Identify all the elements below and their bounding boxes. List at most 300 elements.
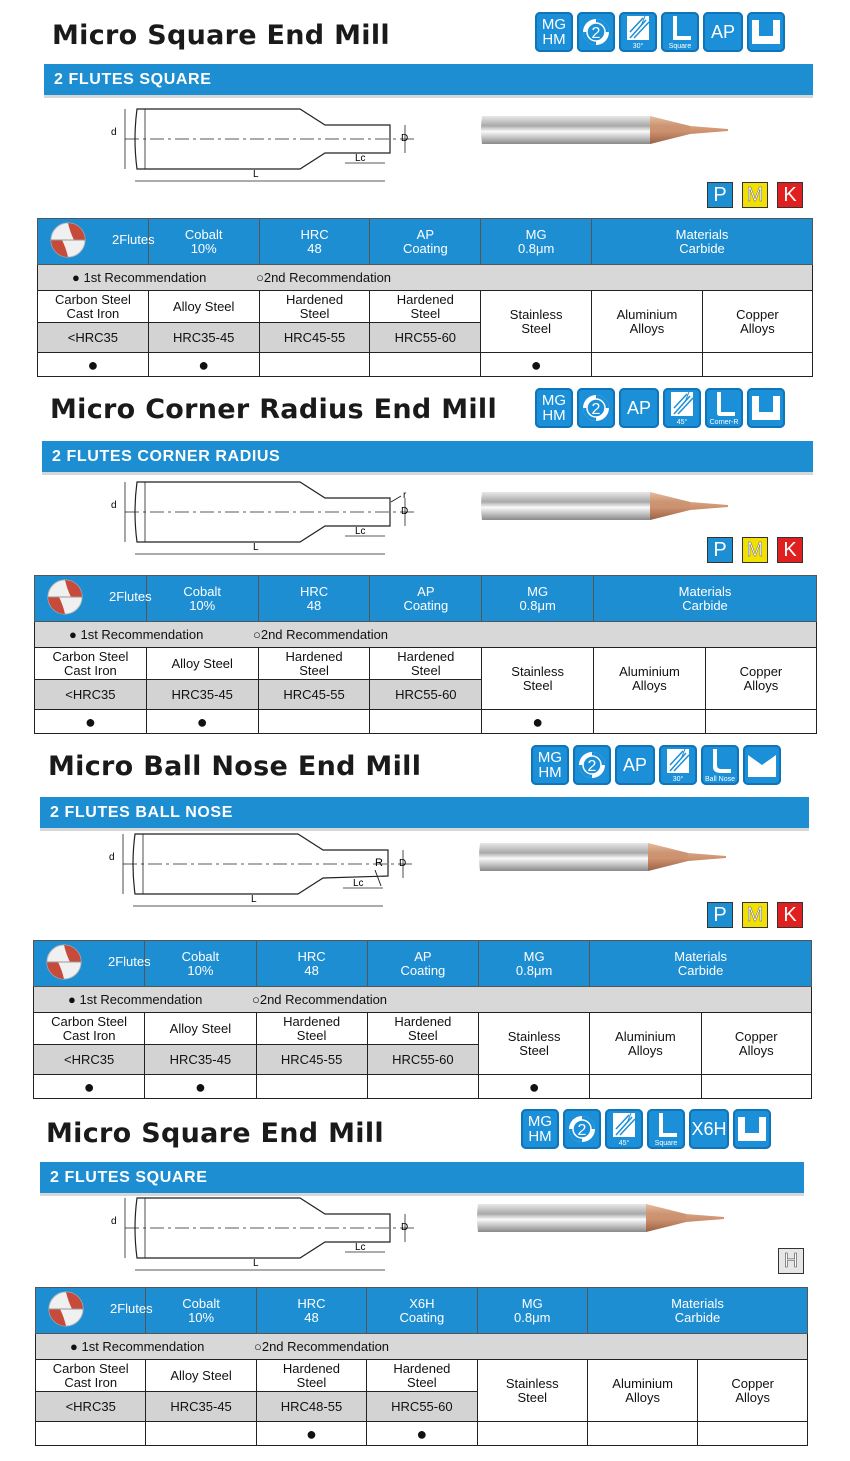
material-header [594, 576, 817, 622]
coating-header [367, 941, 478, 987]
material-header-line1: Materials [674, 948, 727, 964]
flute-type-bar: 2 FLUTES SQUARE [44, 64, 813, 98]
material-cell [259, 291, 370, 323]
flutes-header [36, 1288, 153, 1334]
flute-count-icon [581, 392, 611, 424]
recommendation-legend-row [34, 987, 812, 1013]
recommendation-table [33, 940, 812, 1099]
cobalt-header [148, 219, 259, 265]
flute-type-bar: 2 FLUTES BALL NOSE [40, 797, 809, 831]
materials-row [38, 291, 813, 323]
materials-row [34, 1013, 812, 1045]
recommendation-mark [590, 1075, 701, 1099]
material-header-line1: Materials [678, 583, 732, 599]
second-recommendation-label: ○2nd Recommendation [254, 1338, 390, 1354]
grain-header-line2: 0.8μm [519, 597, 556, 613]
first-recommendation-label: ● 1st Recommendation [70, 1338, 205, 1354]
material-text: Copper [739, 663, 783, 679]
recommendation-mark [702, 353, 812, 377]
material-text: Steel [299, 662, 329, 678]
micro-grain-icon [531, 745, 569, 785]
shank-diameter-label: d [111, 1216, 117, 1227]
coating-badge: X6H [689, 1109, 729, 1149]
material-header [592, 219, 813, 265]
product-section [0, 1096, 850, 1461]
recommendation-mark: ● [367, 1422, 477, 1446]
grain-header [481, 219, 592, 265]
cobalt-header-line1: Cobalt [183, 583, 221, 599]
coating-badge: AP [619, 388, 659, 428]
coating-header [367, 1288, 477, 1334]
flutes-header [35, 576, 152, 622]
material-text: Steel [522, 677, 553, 693]
feature-icons [531, 745, 781, 785]
overall-length-label: L [253, 169, 259, 180]
material-header-line1: Materials [675, 226, 729, 242]
recommendation-legend [38, 265, 813, 291]
material-badge-p: P [707, 537, 733, 563]
material-text: Hardened [396, 291, 454, 307]
material-group-badges [778, 1248, 804, 1274]
cutting-diameter-label: D [399, 858, 407, 869]
recommendation-mark [258, 710, 370, 734]
material-badge-p: P [707, 902, 733, 928]
material-text: Aluminium [615, 1028, 676, 1044]
helix-angle-label: 30° [632, 43, 644, 50]
material-text: Hardened [397, 648, 455, 664]
hardness-cell: <HRC35 [34, 1045, 145, 1075]
material-text: Copper [734, 1028, 778, 1044]
material-text: Aluminium [612, 1375, 673, 1391]
material-cell [701, 1013, 812, 1075]
hrc-header-line1: HRC [297, 948, 326, 964]
cobalt-header [146, 1288, 256, 1334]
material-cell [702, 291, 812, 353]
recommendation-mark [705, 710, 816, 734]
flutes-label: 2Flutes [108, 954, 151, 969]
hardness-cell: HRC55-60 [367, 1045, 478, 1075]
material-text: Alloys [632, 677, 667, 693]
recommendation-mark [36, 1422, 146, 1446]
material-cell [256, 1013, 367, 1045]
hardness-cell: HRC35-45 [148, 323, 259, 353]
flutes-label: 2Flutes [110, 1301, 153, 1316]
feature-icons [521, 1109, 771, 1149]
hardness-cell: HRC35-45 [146, 680, 258, 710]
end-type-badge [647, 1109, 685, 1149]
end-mill-cross-section-icon [43, 577, 89, 617]
material-text: Cast Iron [62, 1027, 116, 1043]
material-text: Alloys [629, 320, 665, 336]
end-type-badge [661, 12, 699, 52]
hm-label: HM [528, 1128, 552, 1145]
end-mill-cross-section-icon [42, 942, 88, 982]
svg-text:2: 2 [591, 401, 601, 418]
grain-header [477, 1288, 587, 1334]
hardness-cell: <HRC35 [36, 1392, 146, 1422]
material-text: Alloys [625, 1389, 660, 1405]
recommendation-marks-row [38, 353, 813, 377]
coating-badge: AP [615, 745, 655, 785]
cutting-diameter-label: D [401, 506, 409, 517]
material-text: Aluminium [616, 306, 678, 322]
material-cell [590, 1013, 701, 1075]
second-recommendation-label: ○2nd Recommendation [256, 269, 392, 285]
recommendation-mark [594, 710, 706, 734]
overall-length-label: L [253, 1258, 259, 1269]
material-text: Copper [731, 1375, 774, 1391]
flutes-badge [577, 12, 615, 52]
end-mill-cross-section-icon [44, 1289, 90, 1329]
recommendation-mark [477, 1422, 587, 1446]
material-text: Stainless [505, 1375, 559, 1391]
hrc-header [259, 219, 370, 265]
shank-diameter-label: d [109, 852, 115, 863]
end-mill-photo [480, 110, 730, 155]
recommendation-mark [370, 710, 482, 734]
material-cell [146, 648, 258, 680]
material-group-badges [707, 182, 803, 208]
grain-header [479, 941, 590, 987]
hrc-header [256, 1288, 366, 1334]
recommendation-mark: ● [479, 1075, 590, 1099]
material-text: Steel [521, 320, 551, 336]
material-text: Steel [410, 305, 441, 321]
flutes-badge [577, 388, 615, 428]
hardness-cell: HRC45-55 [258, 680, 370, 710]
material-group-badges [707, 537, 803, 563]
material-text: Hardened [283, 1013, 341, 1029]
material-cell [587, 1360, 697, 1422]
hrc-header-line2: 48 [307, 240, 322, 256]
material-badge-k: K [777, 537, 803, 563]
hrc-header [258, 576, 370, 622]
material-text: Hardened [282, 1360, 341, 1376]
material-text: Alloys [628, 1042, 663, 1058]
hrc-header-line1: HRC [299, 583, 329, 599]
profile-badge [747, 12, 785, 52]
hrc-header-line2: 48 [304, 1309, 319, 1325]
helix-angle-badge [659, 745, 697, 785]
product-title: Micro Square End Mill [52, 20, 390, 51]
hardness-cell: HRC45-55 [259, 323, 370, 353]
material-cell [367, 1360, 477, 1392]
first-recommendation-label: ● 1st Recommendation [69, 626, 204, 642]
cobalt-header [146, 576, 258, 622]
end-type-label: Ball Nose [705, 776, 735, 783]
recommendation-legend [34, 987, 812, 1013]
coating-header [370, 219, 481, 265]
material-text: Stainless [509, 306, 563, 322]
material-cell [592, 291, 703, 353]
recommendation-mark: ● [481, 353, 592, 377]
material-badge-h: H [778, 1248, 804, 1274]
coating-header [370, 576, 482, 622]
material-cell [148, 291, 259, 323]
recommendation-legend-row [36, 1334, 808, 1360]
recommendation-mark [587, 1422, 697, 1446]
recommendation-legend [35, 622, 817, 648]
recommendation-mark [698, 1422, 808, 1446]
helix-angle-badge [605, 1109, 643, 1149]
recommendation-mark [146, 1422, 256, 1446]
product-title: Micro Corner Radius End Mill [50, 394, 498, 425]
product-section [0, 378, 850, 748]
helix-angle-badge [663, 388, 701, 428]
material-text: Aluminium [619, 663, 680, 679]
cutting-length-label: Lc [355, 1242, 366, 1253]
cobalt-header-line2: 10% [187, 962, 214, 978]
material-text: Carbon Steel [52, 648, 129, 664]
grain-header-line1: MG [521, 1295, 543, 1311]
second-recommendation-label: ○2nd Recommendation [252, 991, 388, 1007]
material-text: Cast Iron [64, 1374, 118, 1390]
recommendation-table [35, 1287, 808, 1446]
material-text: Steel [517, 1389, 548, 1405]
tool-dimension-drawing [105, 1194, 425, 1289]
material-text: Hardened [394, 1013, 452, 1029]
recommendation-legend [36, 1334, 808, 1360]
material-badge-m: M [742, 537, 768, 563]
recommendation-mark [592, 353, 703, 377]
material-badge-p: P [707, 182, 733, 208]
cobalt-header-line2: 10% [189, 597, 216, 613]
end-mill-cross-section-icon [46, 220, 92, 260]
material-text: Carbon Steel [51, 1013, 128, 1029]
coating-badge: AP [703, 12, 743, 52]
product-title: Micro Square End Mill [46, 1118, 384, 1149]
recommendation-mark [256, 1075, 367, 1099]
flute-type-bar: 2 FLUTES CORNER RADIUS [42, 441, 813, 475]
cobalt-header [145, 941, 256, 987]
grain-header-line1: MG [523, 948, 545, 964]
recommendation-marks-row [35, 710, 817, 734]
material-badge-k: K [777, 902, 803, 928]
product-title: Micro Ball Nose End Mill [48, 751, 422, 782]
corner-radius-label: r [403, 490, 407, 501]
hardness-cell: HRC48-55 [256, 1392, 366, 1422]
material-cell [34, 1013, 145, 1045]
grain-header-line1: MG [525, 226, 547, 242]
material-cell [705, 648, 816, 710]
table-header-row [35, 576, 817, 622]
hrc-header-line1: HRC [300, 226, 329, 242]
hrc-header-line1: HRC [297, 1295, 326, 1311]
material-header [587, 1288, 807, 1334]
hm-label: HM [542, 31, 566, 48]
tool-dimension-drawing [105, 478, 425, 573]
hardness-cell: <HRC35 [35, 680, 147, 710]
table-header-row [36, 1288, 808, 1334]
recommendation-mark [367, 1075, 478, 1099]
helix-angle-label: 30° [672, 776, 684, 783]
end-type-label: Square [668, 43, 692, 50]
end-mill-photo [476, 1198, 726, 1243]
cobalt-header-line1: Cobalt [184, 226, 223, 242]
mg-label: MG [541, 392, 567, 409]
coating-header-line1: AP [416, 226, 435, 242]
grain-header-line1: MG [527, 583, 549, 599]
grain-header-line2: 0.8μm [514, 1309, 551, 1325]
material-text: Alloys [735, 1389, 771, 1405]
end-mill-photo [478, 837, 728, 882]
cutting-length-label: Lc [355, 526, 366, 537]
mg-label: MG [541, 16, 567, 33]
material-cell [36, 1360, 146, 1392]
coating-header-line2: Coating [399, 1309, 445, 1325]
recommendation-mark: ● [482, 710, 594, 734]
recommendation-mark [259, 353, 370, 377]
hardness-cell: HRC35-45 [145, 1045, 256, 1075]
material-cell [146, 1360, 256, 1392]
material-text: Alloy Steel [173, 298, 235, 314]
material-cell [258, 648, 370, 680]
cobalt-header-line1: Cobalt [182, 1295, 220, 1311]
profile-badge [733, 1109, 771, 1149]
material-header-line2: Carbide [674, 1309, 721, 1325]
flutes-badge [573, 745, 611, 785]
material-badge-k: K [777, 182, 803, 208]
material-text: Alloys [738, 1042, 774, 1058]
first-recommendation-label: ● 1st Recommendation [72, 269, 207, 285]
recommendation-marks-row [36, 1422, 808, 1446]
cutting-length-label: Lc [355, 153, 366, 164]
flutes-label: 2Flutes [109, 589, 152, 604]
profile-badge [743, 745, 781, 785]
flute-count-icon [567, 1113, 597, 1145]
material-cell [367, 1013, 478, 1045]
hrc-header-line2: 48 [304, 962, 319, 978]
tool-dimension-drawing [105, 105, 425, 200]
svg-text:2: 2 [587, 758, 597, 775]
material-header-line1: Materials [671, 1295, 724, 1311]
material-cell [698, 1360, 808, 1422]
cutting-diameter-label: D [401, 133, 409, 144]
material-text: Carbon Steel [54, 291, 131, 307]
material-group-badges [707, 902, 803, 928]
table-header-row [34, 941, 812, 987]
recommendation-legend-row [35, 622, 817, 648]
flutes-header [34, 941, 151, 987]
end-type-label: Square [654, 1140, 678, 1147]
material-header-line2: Carbide [679, 240, 725, 256]
recommendation-mark: ● [34, 1075, 145, 1099]
cutting-length-label: Lc [353, 878, 364, 889]
flute-count-icon [577, 749, 607, 781]
mg-label: MG [527, 1113, 553, 1130]
recommendation-mark: ● [148, 353, 259, 377]
hardness-cell: HRC55-60 [370, 323, 481, 353]
feature-icons [535, 388, 785, 428]
flutes-badge [563, 1109, 601, 1149]
cobalt-header-line2: 10% [190, 240, 217, 256]
table-header-row [38, 219, 813, 265]
material-cell [594, 648, 706, 710]
hardness-cell: HRC35-45 [146, 1392, 256, 1422]
tool-dimension-drawing [103, 830, 423, 925]
micro-grain-icon [535, 388, 573, 428]
helix-angle-label: 45° [676, 419, 688, 426]
materials-row [35, 648, 817, 680]
recommendation-mark [701, 1075, 812, 1099]
product-section [0, 733, 850, 1103]
hardness-cell: HRC55-60 [367, 1392, 477, 1422]
recommendation-mark [370, 353, 481, 377]
profile-badge [747, 388, 785, 428]
recommendation-mark: ● [35, 710, 147, 734]
second-recommendation-label: ○2nd Recommendation [253, 626, 389, 642]
material-cell [38, 291, 149, 323]
material-text: Carbon Steel [52, 1360, 129, 1376]
square-profile-icon [747, 388, 785, 428]
end-type-label: Corner-R [709, 419, 739, 426]
material-badge-m: M [742, 902, 768, 928]
material-badge-m: M [742, 182, 768, 208]
cobalt-header-line2: 10% [188, 1309, 215, 1325]
recommendation-marks-row [34, 1075, 812, 1099]
material-cell [482, 648, 594, 710]
recommendation-mark: ● [145, 1075, 256, 1099]
material-cell [477, 1360, 587, 1422]
ball-profile-icon [743, 745, 781, 785]
flutes-label: 2Flutes [112, 232, 155, 247]
mg-label: MG [537, 749, 563, 766]
recommendation-mark: ● [256, 1422, 366, 1446]
flutes-header [38, 219, 155, 265]
material-text: Steel [296, 1374, 327, 1390]
square-profile-icon [733, 1109, 771, 1149]
coating-header-line2: Coating [400, 962, 446, 978]
grain-header [482, 576, 594, 622]
material-text: Alloy Steel [171, 655, 233, 671]
product-section [0, 0, 850, 375]
material-text: Hardened [285, 648, 343, 664]
hardness-cell: HRC55-60 [370, 680, 482, 710]
recommendation-table [37, 218, 813, 377]
coating-header-line2: Coating [402, 240, 448, 256]
material-cell [370, 291, 481, 323]
material-text: Alloys [743, 677, 779, 693]
material-cell [479, 1013, 590, 1075]
hm-label: HM [542, 407, 566, 424]
material-header-line2: Carbide [682, 597, 728, 613]
helix-angle-label: 45° [618, 1140, 630, 1147]
square-profile-icon [747, 12, 785, 52]
material-text: Alloy Steel [170, 1367, 232, 1383]
svg-text:2: 2 [577, 1122, 587, 1139]
flute-type-bar: 2 FLUTES SQUARE [40, 1162, 804, 1196]
material-text: Cast Iron [64, 662, 117, 678]
first-recommendation-label: ● 1st Recommendation [68, 991, 203, 1007]
coating-header-line1: X6H [409, 1295, 435, 1311]
ball-radius-label: R [375, 857, 383, 869]
end-type-badge [705, 388, 743, 428]
cobalt-header-line1: Cobalt [181, 948, 220, 964]
hm-label: HM [538, 764, 562, 781]
material-text: Steel [407, 1374, 437, 1390]
material-cell [370, 648, 482, 680]
grain-header-line2: 0.8μm [515, 962, 553, 978]
feature-icons [535, 12, 785, 52]
micro-grain-icon [521, 1109, 559, 1149]
micro-grain-icon [535, 12, 573, 52]
material-text: Alloys [740, 320, 775, 336]
material-text: Stainless [511, 663, 565, 679]
material-header [590, 941, 812, 987]
recommendation-mark: ● [146, 710, 258, 734]
material-text: Cast Iron [66, 305, 120, 321]
material-header-line2: Carbide [677, 962, 724, 978]
